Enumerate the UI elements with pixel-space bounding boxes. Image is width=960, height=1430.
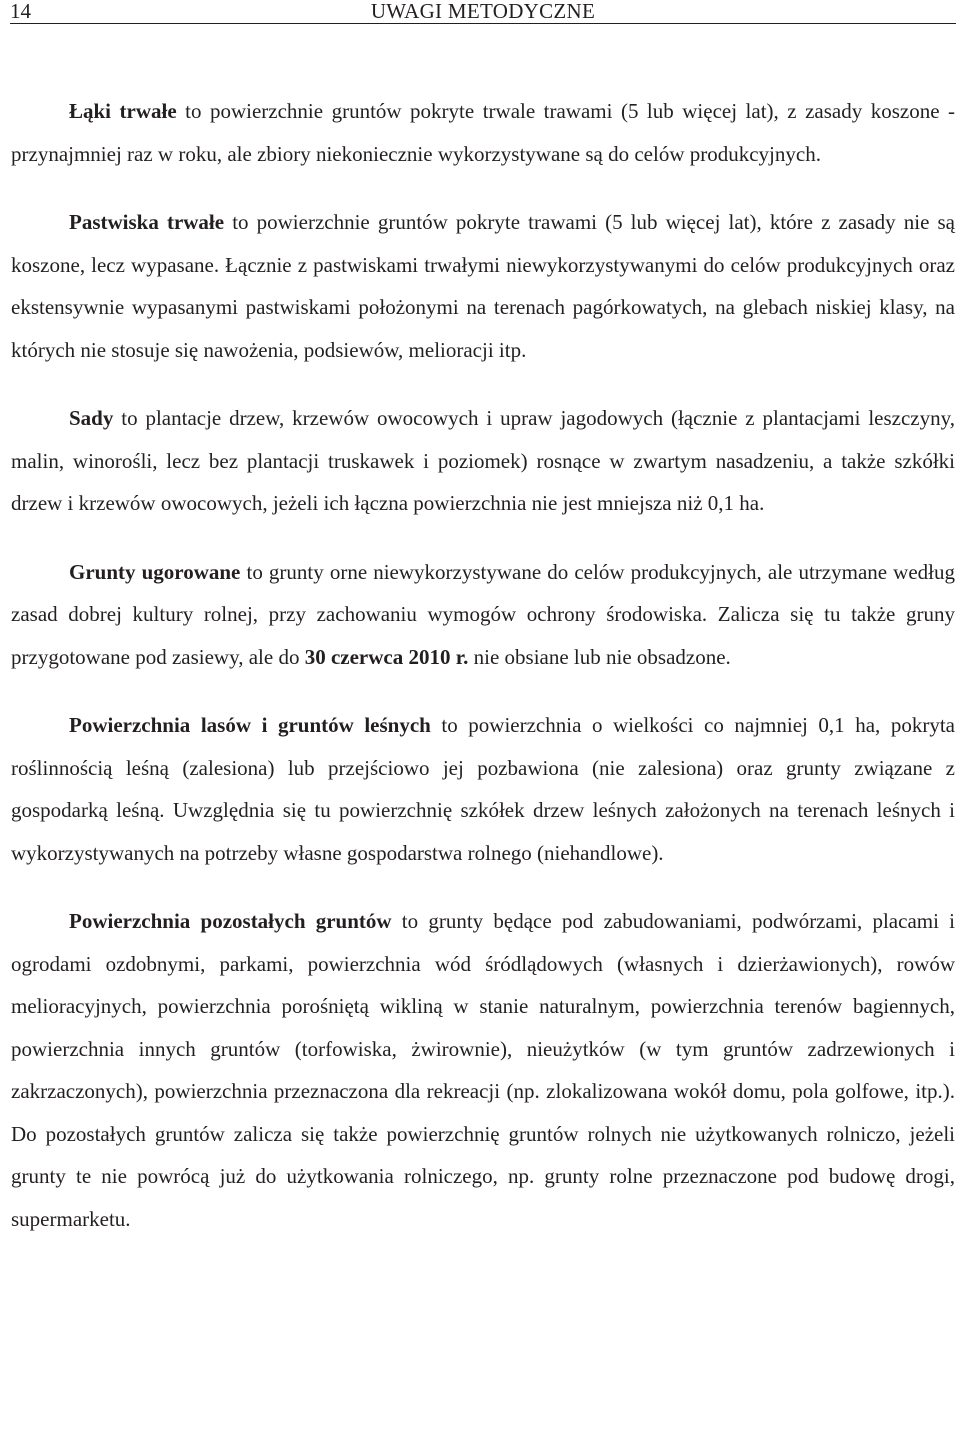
deadline-date: 30 czerwca 2010 r.	[304, 644, 469, 669]
term-pastwiska-trwale: Pastwiska trwałe	[69, 210, 225, 234]
term-sady: Sady	[69, 406, 114, 430]
definition-grunty-ugorowane	[11, 551, 955, 679]
definition-powierzchnia-lasow	[11, 704, 955, 874]
page-number: 14	[10, 0, 31, 23]
definition-text: to powierzchnie gruntów pokryte trwale trawami (5 lub więcej lat), z zasady koszone - przynajmniej raz w roku, ale zbiory niekoniecznie wykorzystywane są do celów produkcyjnych.	[11, 99, 956, 166]
definition-text: to plantacje drzew, krzewów owocowych i upraw jagodowych (łącznie z plantacjami leszczyny, malin, winorośli, lecz bez plantacji truskawek i poziomek) rosnące w zwartym nasadzeniu, a także szkółki drzew i krzewów owocowych, jeżeli ich łączna powierzchnia nie jest mniejsza niż 0,1 ha.	[11, 406, 955, 515]
body-text	[11, 90, 955, 1266]
definition-text: to powierzchnie gruntów pokryte trawami (5 lub więcej lat), które z zasady nie są koszone, lecz wypasane. Łącznie z pastwiskami trwałymi niewykorzystywanymi do celów produkcyjnych oraz ekstensywnie wypasanymi pastwiskami położonymi na terenach pagórkowatych, na glebach niskiej klasy, na których nie stosuje się nawożenia, podsiewów, melioracji itp.	[11, 210, 955, 362]
term-laki-trwale: Łąki trwałe	[69, 99, 177, 123]
definition-text-continued: nie obsiane lub nie obsadzone.	[468, 644, 731, 669]
definition-text: to grunty orne niewykorzystywane do celów produkcyjnych, ale utrzymane według zasad dobrej kultury rolnej, przy zachowaniu wymogów ochrony środowiska. Zalicza się tu także gruny przygotowane pod zasiewy, ale do	[11, 559, 955, 669]
definition-text: to powierzchnia o wielkości co najmniej 0,1 ha, pokryta roślinnością leśną (zalesiona) lub przejściowo jej pozbawiona (nie zalesiona) oraz grunty związane z gospodarką leśną. Uwzględnia się tu powierzchnię szkółek drzew leśnych założonych na terenach leśnych i wykorzystywanych na potrzeby własne gospodarstwa rolnego (niehandlowe).	[11, 713, 956, 865]
term-powierzchnia-pozostalych-gruntow: Powierzchnia pozostałych gruntów	[69, 909, 392, 933]
definition-powierzchnia-pozostalych-gruntow	[11, 900, 955, 1240]
page-header	[10, 0, 956, 24]
definition-text: to grunty będące pod zabudowaniami, podwórzami, placami i ogrodami ozdobnymi, parkami, powierzchnia wód śródlądowych (własnych i dzierżawionych), rowów melioracyjnych, powierzchnia porośniętą wikliną w stanie naturalnym, powierzchnia terenów bagiennych, powierzchnia innych gruntów (torfowiska, żwirownie), nieużytków (w tym gruntów zadrzewionych i zakrzaczonych), powierzchnia przeznaczona dla rekreacji (np. zlokalizowana wokół domu, pola golfowe, itp.). Do pozostałych gruntów zalicza się także powierzchnię gruntów rolnych nie użytkowanych rolniczo, jeżeli grunty te nie powrócą już do użytkowania rolniczego, np. grunty rolne przeznaczone pod budowę drogi, supermarketu.	[11, 909, 955, 1231]
term-grunty-ugorowane: Grunty ugorowane	[69, 559, 241, 584]
definition-sady	[11, 397, 955, 525]
running-title: UWAGI METODYCZNE	[370, 0, 596, 23]
definition-pastwiska-trwale	[11, 201, 955, 371]
definition-laki-trwale	[11, 90, 955, 175]
term-powierzchnia-lasow: Powierzchnia lasów i gruntów leśnych	[69, 713, 431, 737]
